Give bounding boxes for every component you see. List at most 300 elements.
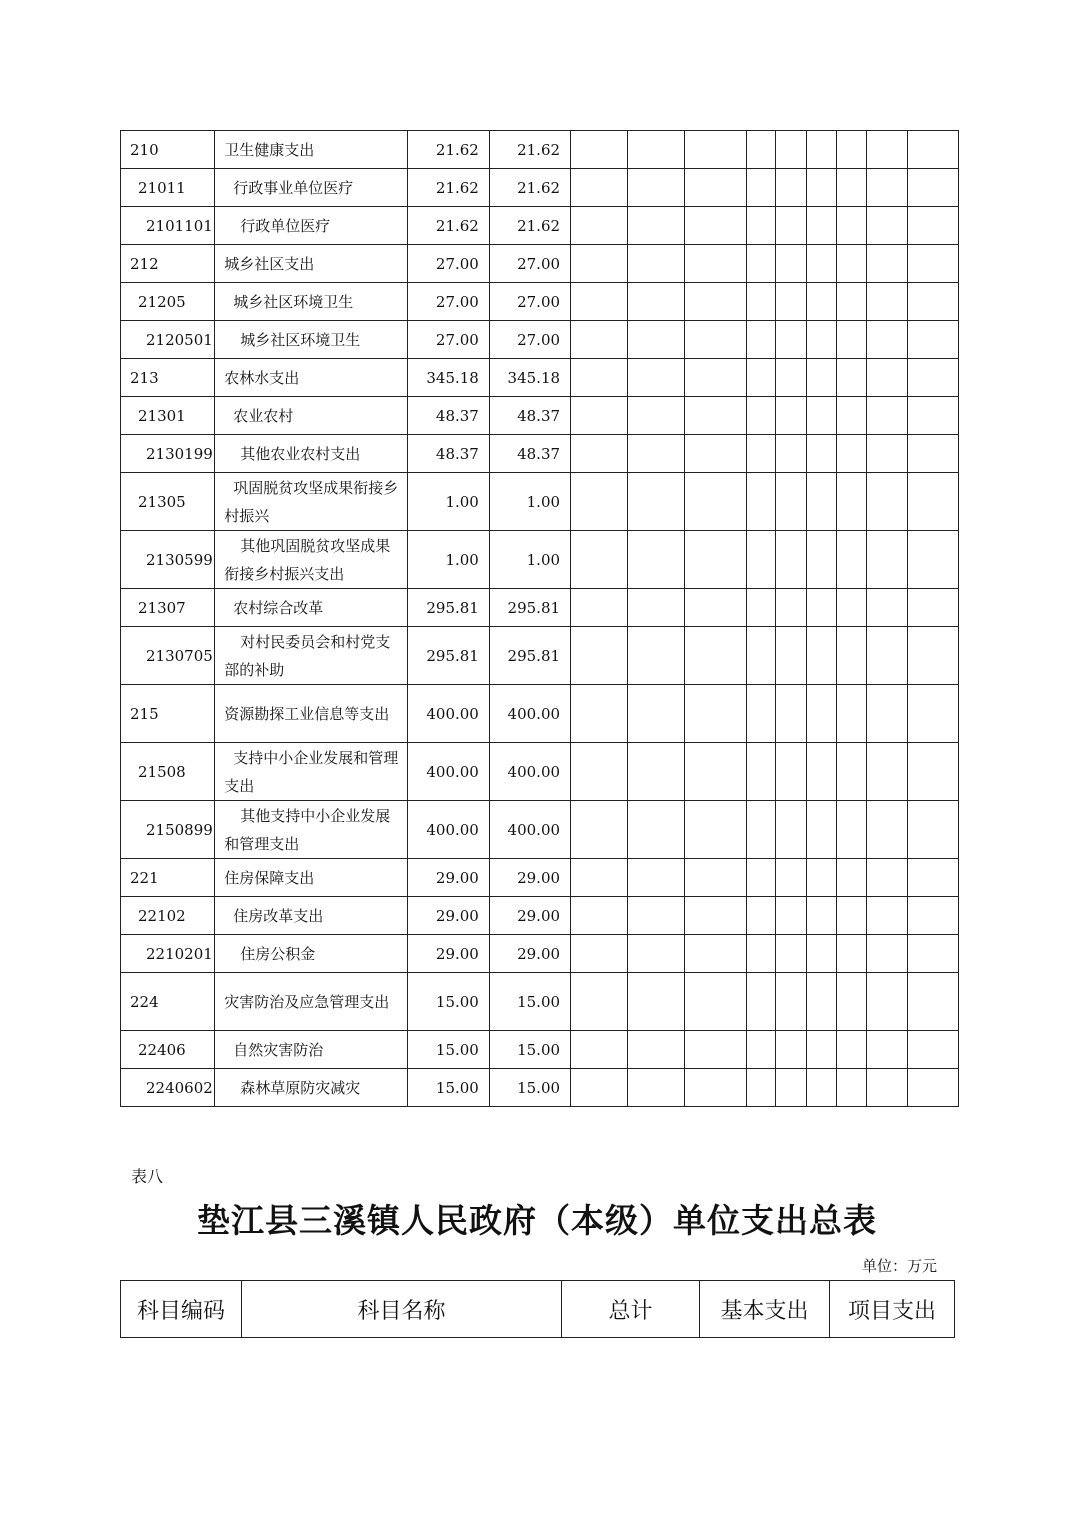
- subject-code-cell: 210: [121, 131, 215, 169]
- empty-cell: [685, 935, 747, 973]
- expenditure-table-body: [121, 131, 959, 1107]
- summary-table-header: [120, 1280, 955, 1338]
- basic-cell: 29.00: [489, 897, 570, 935]
- empty-cell: [866, 531, 907, 589]
- basic-cell: 1.00: [489, 473, 570, 531]
- empty-cell: [775, 359, 806, 397]
- basic-cell: 48.37: [489, 435, 570, 473]
- basic-cell: 29.00: [489, 935, 570, 973]
- empty-cell: [806, 685, 836, 743]
- empty-cell: [747, 397, 775, 435]
- empty-cell: [806, 973, 836, 1031]
- empty-cell: [806, 897, 836, 935]
- empty-cell: [806, 397, 836, 435]
- subject-code-cell: 2120501: [121, 321, 215, 359]
- empty-cell: [628, 685, 685, 743]
- empty-cell: [747, 743, 775, 801]
- header-basic: 基本支出: [700, 1281, 830, 1338]
- header-total: 总计: [562, 1281, 700, 1338]
- empty-cell: [806, 935, 836, 973]
- empty-cell: [628, 359, 685, 397]
- subject-code-cell: 2101101: [121, 207, 215, 245]
- subject-code-cell: 213: [121, 359, 215, 397]
- empty-cell: [836, 531, 866, 589]
- empty-cell: [806, 473, 836, 531]
- expenditure-table-continued: [120, 130, 959, 1107]
- subject-code-cell: 224: [121, 973, 215, 1031]
- empty-cell: [836, 935, 866, 973]
- total-cell: 400.00: [407, 743, 489, 801]
- empty-cell: [836, 473, 866, 531]
- table-row: [121, 589, 959, 627]
- basic-cell: 27.00: [489, 283, 570, 321]
- empty-cell: [571, 897, 628, 935]
- empty-cell: [907, 131, 958, 169]
- empty-cell: [775, 131, 806, 169]
- subject-name-cell: 灾害防治及应急管理支出: [215, 973, 407, 1031]
- empty-cell: [907, 169, 958, 207]
- basic-cell: 1.00: [489, 531, 570, 589]
- subject-name-cell: 农业农村: [215, 397, 407, 435]
- empty-cell: [775, 169, 806, 207]
- total-cell: 21.62: [407, 169, 489, 207]
- empty-cell: [866, 897, 907, 935]
- empty-cell: [747, 589, 775, 627]
- empty-cell: [907, 627, 958, 685]
- empty-cell: [866, 685, 907, 743]
- empty-cell: [571, 131, 628, 169]
- table-row: [121, 935, 959, 973]
- empty-cell: [806, 589, 836, 627]
- empty-cell: [775, 801, 806, 859]
- subject-code-cell: 2240602: [121, 1069, 215, 1107]
- subject-code-cell: 212: [121, 245, 215, 283]
- header-name: 科目名称: [242, 1281, 562, 1338]
- total-cell: 345.18: [407, 359, 489, 397]
- empty-cell: [571, 685, 628, 743]
- empty-cell: [685, 1069, 747, 1107]
- total-cell: 29.00: [407, 859, 489, 897]
- total-cell: 400.00: [407, 685, 489, 743]
- subject-name-cell: 城乡社区环境卫生: [215, 321, 407, 359]
- empty-cell: [685, 435, 747, 473]
- table-row: [121, 131, 959, 169]
- empty-cell: [747, 859, 775, 897]
- empty-cell: [628, 283, 685, 321]
- empty-cell: [628, 1069, 685, 1107]
- empty-cell: [836, 627, 866, 685]
- empty-cell: [836, 245, 866, 283]
- subject-code-cell: 2130705: [121, 627, 215, 685]
- empty-cell: [806, 801, 836, 859]
- unit-label: 单位：万元: [861, 1257, 937, 1275]
- table-row: [121, 207, 959, 245]
- empty-cell: [628, 531, 685, 589]
- basic-cell: 48.37: [489, 397, 570, 435]
- total-cell: 48.37: [407, 435, 489, 473]
- empty-cell: [836, 801, 866, 859]
- subject-name-cell: 巩固脱贫攻坚成果衔接乡村振兴: [215, 473, 407, 531]
- subject-name-cell: 农林水支出: [215, 359, 407, 397]
- empty-cell: [685, 531, 747, 589]
- empty-cell: [571, 435, 628, 473]
- basic-cell: 15.00: [489, 973, 570, 1031]
- empty-cell: [571, 935, 628, 973]
- table-row: [121, 801, 959, 859]
- empty-cell: [806, 169, 836, 207]
- subject-code-cell: 2210201: [121, 935, 215, 973]
- empty-cell: [836, 283, 866, 321]
- empty-cell: [628, 743, 685, 801]
- table-row: [121, 397, 959, 435]
- total-cell: 29.00: [407, 935, 489, 973]
- header-row: [121, 1281, 955, 1338]
- empty-cell: [747, 321, 775, 359]
- empty-cell: [775, 531, 806, 589]
- empty-cell: [866, 935, 907, 973]
- empty-cell: [747, 531, 775, 589]
- empty-cell: [775, 859, 806, 897]
- empty-cell: [836, 859, 866, 897]
- total-cell: 27.00: [407, 283, 489, 321]
- empty-cell: [907, 973, 958, 1031]
- empty-cell: [775, 283, 806, 321]
- empty-cell: [747, 283, 775, 321]
- empty-cell: [628, 397, 685, 435]
- empty-cell: [836, 131, 866, 169]
- empty-cell: [571, 531, 628, 589]
- empty-cell: [628, 935, 685, 973]
- empty-cell: [685, 859, 747, 897]
- empty-cell: [907, 359, 958, 397]
- subject-code-cell: 21301: [121, 397, 215, 435]
- empty-cell: [747, 245, 775, 283]
- subject-name-cell: 卫生健康支出: [215, 131, 407, 169]
- empty-cell: [685, 321, 747, 359]
- empty-cell: [907, 473, 958, 531]
- empty-cell: [628, 207, 685, 245]
- subject-name-cell: 资源勘探工业信息等支出: [215, 685, 407, 743]
- table-row: [121, 627, 959, 685]
- empty-cell: [685, 169, 747, 207]
- subject-code-cell: 221: [121, 859, 215, 897]
- subject-code-cell: 22406: [121, 1031, 215, 1069]
- total-cell: 295.81: [407, 627, 489, 685]
- subject-code-cell: 21305: [121, 473, 215, 531]
- empty-cell: [806, 207, 836, 245]
- empty-cell: [571, 627, 628, 685]
- empty-cell: [866, 131, 907, 169]
- empty-cell: [806, 1031, 836, 1069]
- empty-cell: [907, 283, 958, 321]
- empty-cell: [571, 321, 628, 359]
- subject-name-cell: 住房改革支出: [215, 897, 407, 935]
- empty-cell: [628, 859, 685, 897]
- empty-cell: [836, 207, 866, 245]
- empty-cell: [685, 207, 747, 245]
- empty-cell: [836, 685, 866, 743]
- empty-cell: [775, 473, 806, 531]
- basic-cell: 21.62: [489, 207, 570, 245]
- subject-code-cell: 21205: [121, 283, 215, 321]
- empty-cell: [866, 1031, 907, 1069]
- empty-cell: [571, 1069, 628, 1107]
- total-cell: 27.00: [407, 245, 489, 283]
- empty-cell: [685, 245, 747, 283]
- empty-cell: [836, 589, 866, 627]
- total-cell: 1.00: [407, 473, 489, 531]
- table-row: [121, 435, 959, 473]
- empty-cell: [571, 743, 628, 801]
- subject-name-cell: 农村综合改革: [215, 589, 407, 627]
- empty-cell: [907, 397, 958, 435]
- total-cell: 21.62: [407, 207, 489, 245]
- empty-cell: [866, 627, 907, 685]
- empty-cell: [775, 685, 806, 743]
- empty-cell: [628, 897, 685, 935]
- empty-cell: [866, 397, 907, 435]
- empty-cell: [747, 169, 775, 207]
- empty-cell: [685, 473, 747, 531]
- basic-cell: 400.00: [489, 801, 570, 859]
- table-row: [121, 531, 959, 589]
- subject-code-cell: 2150899: [121, 801, 215, 859]
- empty-cell: [836, 321, 866, 359]
- total-cell: 15.00: [407, 1069, 489, 1107]
- subject-name-cell: 城乡社区支出: [215, 245, 407, 283]
- empty-cell: [866, 283, 907, 321]
- total-cell: 1.00: [407, 531, 489, 589]
- empty-cell: [747, 473, 775, 531]
- total-cell: 15.00: [407, 973, 489, 1031]
- empty-cell: [571, 1031, 628, 1069]
- empty-cell: [866, 435, 907, 473]
- basic-cell: 21.62: [489, 169, 570, 207]
- subject-name-cell: 自然灾害防治: [215, 1031, 407, 1069]
- basic-cell: 15.00: [489, 1069, 570, 1107]
- empty-cell: [775, 1069, 806, 1107]
- empty-cell: [806, 859, 836, 897]
- empty-cell: [907, 859, 958, 897]
- subject-name-cell: 行政事业单位医疗: [215, 169, 407, 207]
- header-project: 项目支出: [830, 1281, 955, 1338]
- table-row: [121, 245, 959, 283]
- empty-cell: [685, 131, 747, 169]
- total-cell: 48.37: [407, 397, 489, 435]
- total-cell: 295.81: [407, 589, 489, 627]
- empty-cell: [866, 743, 907, 801]
- table-row: [121, 685, 959, 743]
- empty-cell: [836, 743, 866, 801]
- table-row: [121, 973, 959, 1031]
- empty-cell: [571, 283, 628, 321]
- empty-cell: [685, 397, 747, 435]
- empty-cell: [806, 283, 836, 321]
- empty-cell: [685, 685, 747, 743]
- empty-cell: [747, 935, 775, 973]
- empty-cell: [907, 801, 958, 859]
- empty-cell: [747, 1031, 775, 1069]
- empty-cell: [628, 801, 685, 859]
- empty-cell: [628, 473, 685, 531]
- basic-cell: 295.81: [489, 627, 570, 685]
- empty-cell: [866, 169, 907, 207]
- empty-cell: [907, 435, 958, 473]
- total-cell: 15.00: [407, 1031, 489, 1069]
- empty-cell: [747, 131, 775, 169]
- empty-cell: [806, 1069, 836, 1107]
- empty-cell: [685, 897, 747, 935]
- empty-cell: [775, 397, 806, 435]
- subject-name-cell: 其他农业农村支出: [215, 435, 407, 473]
- empty-cell: [747, 973, 775, 1031]
- subject-code-cell: 2130599: [121, 531, 215, 589]
- total-cell: 21.62: [407, 131, 489, 169]
- empty-cell: [836, 1069, 866, 1107]
- basic-cell: 345.18: [489, 359, 570, 397]
- empty-cell: [571, 207, 628, 245]
- empty-cell: [866, 359, 907, 397]
- table-row: [121, 897, 959, 935]
- empty-cell: [571, 801, 628, 859]
- empty-cell: [866, 207, 907, 245]
- empty-cell: [628, 321, 685, 359]
- empty-cell: [685, 589, 747, 627]
- empty-cell: [685, 1031, 747, 1069]
- total-cell: 400.00: [407, 801, 489, 859]
- empty-cell: [866, 973, 907, 1031]
- empty-cell: [806, 743, 836, 801]
- empty-cell: [685, 359, 747, 397]
- empty-cell: [775, 207, 806, 245]
- empty-cell: [806, 435, 836, 473]
- subject-code-cell: 21508: [121, 743, 215, 801]
- empty-cell: [685, 743, 747, 801]
- empty-cell: [907, 1031, 958, 1069]
- empty-cell: [907, 589, 958, 627]
- empty-cell: [866, 245, 907, 283]
- empty-cell: [747, 359, 775, 397]
- subject-code-cell: 2130199: [121, 435, 215, 473]
- empty-cell: [866, 1069, 907, 1107]
- empty-cell: [747, 435, 775, 473]
- basic-cell: 21.62: [489, 131, 570, 169]
- subject-name-cell: 住房公积金: [215, 935, 407, 973]
- empty-cell: [806, 531, 836, 589]
- empty-cell: [685, 283, 747, 321]
- subject-code-cell: 22102: [121, 897, 215, 935]
- empty-cell: [775, 321, 806, 359]
- subject-name-cell: 城乡社区环境卫生: [215, 283, 407, 321]
- basic-cell: 29.00: [489, 859, 570, 897]
- empty-cell: [866, 801, 907, 859]
- basic-cell: 400.00: [489, 685, 570, 743]
- empty-cell: [571, 169, 628, 207]
- empty-cell: [747, 685, 775, 743]
- empty-cell: [628, 973, 685, 1031]
- empty-cell: [907, 897, 958, 935]
- empty-cell: [775, 1031, 806, 1069]
- empty-cell: [685, 627, 747, 685]
- empty-cell: [628, 169, 685, 207]
- empty-cell: [571, 473, 628, 531]
- subject-name-cell: 森林草原防灾减灾: [215, 1069, 407, 1107]
- empty-cell: [907, 1069, 958, 1107]
- empty-cell: [628, 435, 685, 473]
- empty-cell: [571, 589, 628, 627]
- empty-cell: [806, 321, 836, 359]
- empty-cell: [775, 897, 806, 935]
- empty-cell: [907, 685, 958, 743]
- table-row: [121, 1031, 959, 1069]
- subject-name-cell: 支持中小企业发展和管理支出: [215, 743, 407, 801]
- subject-name-cell: 住房保障支出: [215, 859, 407, 897]
- document-title: 垫江县三溪镇人民政府（本级）单位支出总表: [197, 1201, 877, 1240]
- table-row: [121, 473, 959, 531]
- subject-name-cell: 其他支持中小企业发展和管理支出: [215, 801, 407, 859]
- table-row: [121, 283, 959, 321]
- table-row: [121, 1069, 959, 1107]
- empty-cell: [628, 627, 685, 685]
- empty-cell: [685, 801, 747, 859]
- basic-cell: 27.00: [489, 245, 570, 283]
- empty-cell: [806, 359, 836, 397]
- empty-cell: [747, 1069, 775, 1107]
- subject-name-cell: 对村民委员会和村党支部的补助: [215, 627, 407, 685]
- empty-cell: [775, 589, 806, 627]
- empty-cell: [866, 859, 907, 897]
- empty-cell: [775, 435, 806, 473]
- empty-cell: [628, 1031, 685, 1069]
- empty-cell: [907, 207, 958, 245]
- empty-cell: [866, 589, 907, 627]
- empty-cell: [806, 131, 836, 169]
- empty-cell: [747, 207, 775, 245]
- empty-cell: [628, 245, 685, 283]
- empty-cell: [907, 935, 958, 973]
- empty-cell: [836, 359, 866, 397]
- empty-cell: [747, 801, 775, 859]
- header-code: 科目编码: [121, 1281, 242, 1338]
- table-row: [121, 169, 959, 207]
- empty-cell: [571, 859, 628, 897]
- empty-cell: [775, 245, 806, 283]
- basic-cell: 15.00: [489, 1031, 570, 1069]
- subject-code-cell: 21011: [121, 169, 215, 207]
- empty-cell: [866, 473, 907, 531]
- empty-cell: [836, 435, 866, 473]
- basic-cell: 400.00: [489, 743, 570, 801]
- empty-cell: [571, 397, 628, 435]
- empty-cell: [628, 131, 685, 169]
- subject-name-cell: 行政单位医疗: [215, 207, 407, 245]
- basic-cell: 27.00: [489, 321, 570, 359]
- empty-cell: [571, 359, 628, 397]
- empty-cell: [747, 897, 775, 935]
- empty-cell: [836, 1031, 866, 1069]
- empty-cell: [836, 169, 866, 207]
- empty-cell: [571, 973, 628, 1031]
- empty-cell: [806, 245, 836, 283]
- subject-name-cell: 其他巩固脱贫攻坚成果衔接乡村振兴支出: [215, 531, 407, 589]
- empty-cell: [866, 321, 907, 359]
- table-label: 表八: [131, 1167, 164, 1186]
- table-row: [121, 359, 959, 397]
- empty-cell: [685, 973, 747, 1031]
- table-row: [121, 743, 959, 801]
- empty-cell: [806, 627, 836, 685]
- empty-cell: [907, 321, 958, 359]
